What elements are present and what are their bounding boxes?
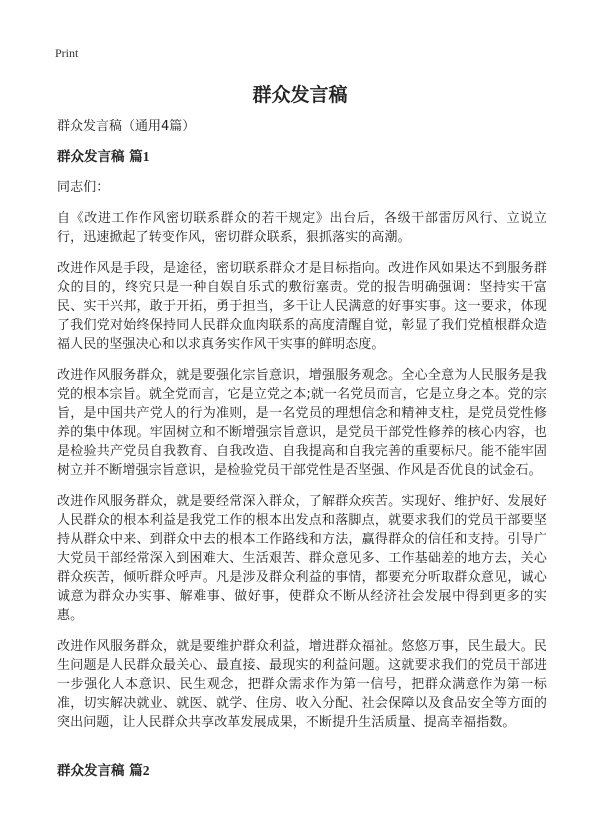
document-body <box>57 118 547 744</box>
section-heading-1-number: 1 <box>142 149 150 164</box>
paragraph: 改进作风是手段，是途径，密切联系群众才是目标指向。改进作风如果达不到服务群众的目的，终究只是一种自娱自乐式的敷衍塞责。党的报告明确强调：坚持实干富民、实干兴邦，敢于开拓，勇于担当，多干让人民满意的好事实事。这一要求，体现了我们党对始终保持同人民群众血肉联系的高度清醒自觉，彰显了我们党植根群众造福人民的坚强决心和以求真务实作风干实事的鲜明态度。 <box>57 261 547 352</box>
section-heading-1-text: 群众发言稿 篇 <box>57 149 143 165</box>
page-title: 群众发言稿 <box>252 84 348 106</box>
paragraph: 改进作风服务群众，就是要强化宗旨意识，增强服务观念。全心全意为人民服务是我党的根本宗旨。就全党而言，它是立党之本;就一名党员而言，它是立身之本。党的宗旨，是中国共产党人的行为准则，是一名党员的理想信念和精神支柱，是党员党性修养的集中体现。牢固树立和不断增强宗旨意识，是党员干部党性修养的核心内容，也是检验共产党员自我教育、自我改造、自我提高和自我完善的重要标尺。能不能牢固树立并不断增强宗旨意识，是检验党员干部党性是否坚强、作风是否优良的试金石。 <box>57 368 547 478</box>
section-heading-2 <box>57 762 149 780</box>
paragraph: 改进作风服务群众，就是要维护群众利益，增进群众福祉。悠悠万事，民生最大。民生问题是人民群众最关心、最直接、最现实的利益问题。这就要求我们的党员干部进一步强化人本意识、民生观念，把群众需求作为第一信号，把群众满意作为第一标准，切实解决就业、就医、就学、住房、收入分配、社会保障以及食品安全等方面的突出问题，让人民群众共享改革发展成果，不断提升生活质量、提高幸福指数。 <box>57 639 547 730</box>
paragraph: 改进作风服务群众，就是要经常深入群众，了解群众疾苦。实现好、维护好、发展好人民群众的根本利益是我党工作的根本出发点和落脚点，就要求我们的党员干部要坚持从群众中来、到群众中去的根本工作路线和方法，赢得群众的信任和支持。引导广大党员干部经常深入到困难大、生活艰苦、群众意见多、工作基础差的地方去，关心群众疾苦，倾听群众呼声。凡是涉及群众利益的事情，都要充分听取群众意见，诚心诚意为群众办实事、解难事、做好事，使群众不断从经济社会发展中得到更多的实惠。 <box>57 494 547 623</box>
section-heading-2-number: 2 <box>142 763 150 778</box>
document-subtitle: 群众发言稿（通用4篇） <box>57 119 196 134</box>
paragraph: 自《改进工作作风密切联系群众的若干规定》出台后，各级干部雷厉风行、立说立行，迅速掀起了转变作风，密切群众联系，狠抓落实的高潮。 <box>57 211 547 245</box>
greeting: 同志们： <box>57 180 110 195</box>
print-link[interactable]: Print <box>55 46 79 60</box>
section-heading-1 <box>57 148 547 166</box>
section-heading-2-text: 群众发言稿 篇 <box>57 763 143 779</box>
